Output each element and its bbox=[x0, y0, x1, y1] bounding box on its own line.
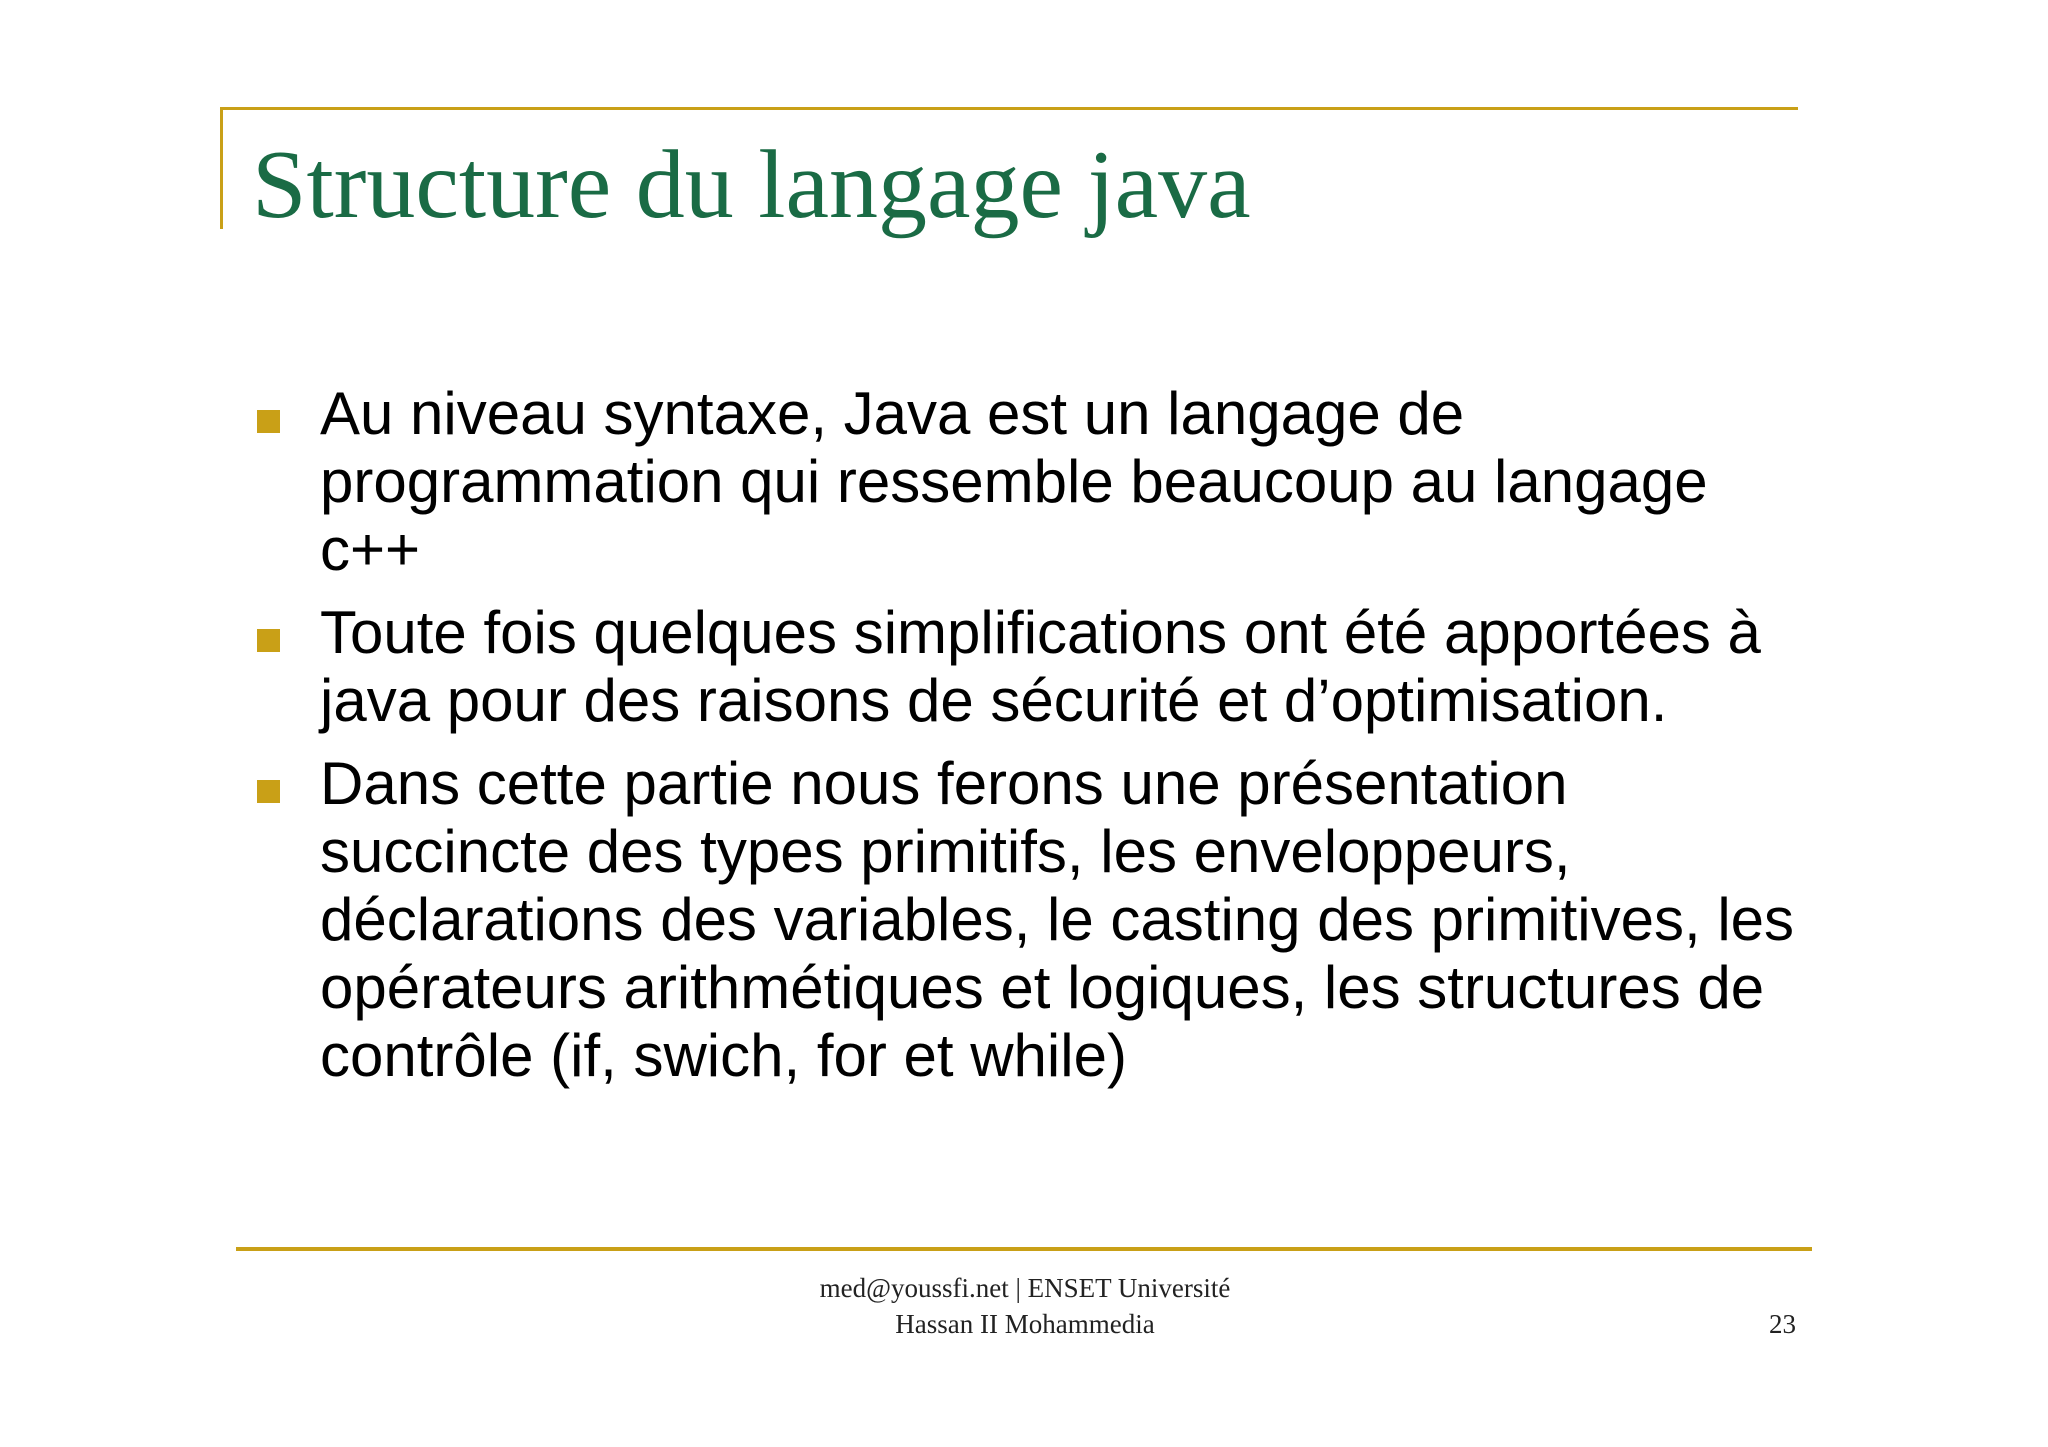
slide-title: Structure du langage java bbox=[252, 131, 1251, 239]
footer-text bbox=[700, 1270, 1350, 1342]
page-number: 23 bbox=[1769, 1309, 1796, 1339]
square-bullet-icon bbox=[257, 629, 280, 652]
square-bullet-icon bbox=[257, 780, 280, 803]
bullet-list bbox=[255, 380, 1815, 1105]
title-rule-top bbox=[220, 107, 1798, 110]
footer-line-contact: med@youssfi.net | ENSET Université bbox=[819, 1273, 1231, 1303]
square-bullet-icon bbox=[257, 410, 280, 433]
list-item bbox=[255, 380, 1815, 584]
bullet-text: Au niveau syntaxe, Java est un langage de programmation qui ressemble beaucoup au langage c++ bbox=[320, 380, 1708, 583]
bullet-text: Dans cette partie nous ferons une présentation succincte des types primitifs, les enveloppeurs, déclarations des variables, le casting des primitives, les opérateurs arithmétiques et logiques, les structures de contrôle (if, swich, for et while) bbox=[320, 750, 1795, 1089]
footer-rule bbox=[236, 1247, 1812, 1251]
footer-line-institution: Hassan II Mohammedia bbox=[895, 1309, 1155, 1339]
list-item bbox=[255, 599, 1815, 735]
list-item bbox=[255, 750, 1815, 1090]
bullet-text: Toute fois quelques simplifications ont été apportées à java pour des raisons de sécurité et d’optimisation. bbox=[320, 599, 1761, 734]
title-rule-left bbox=[220, 107, 223, 229]
